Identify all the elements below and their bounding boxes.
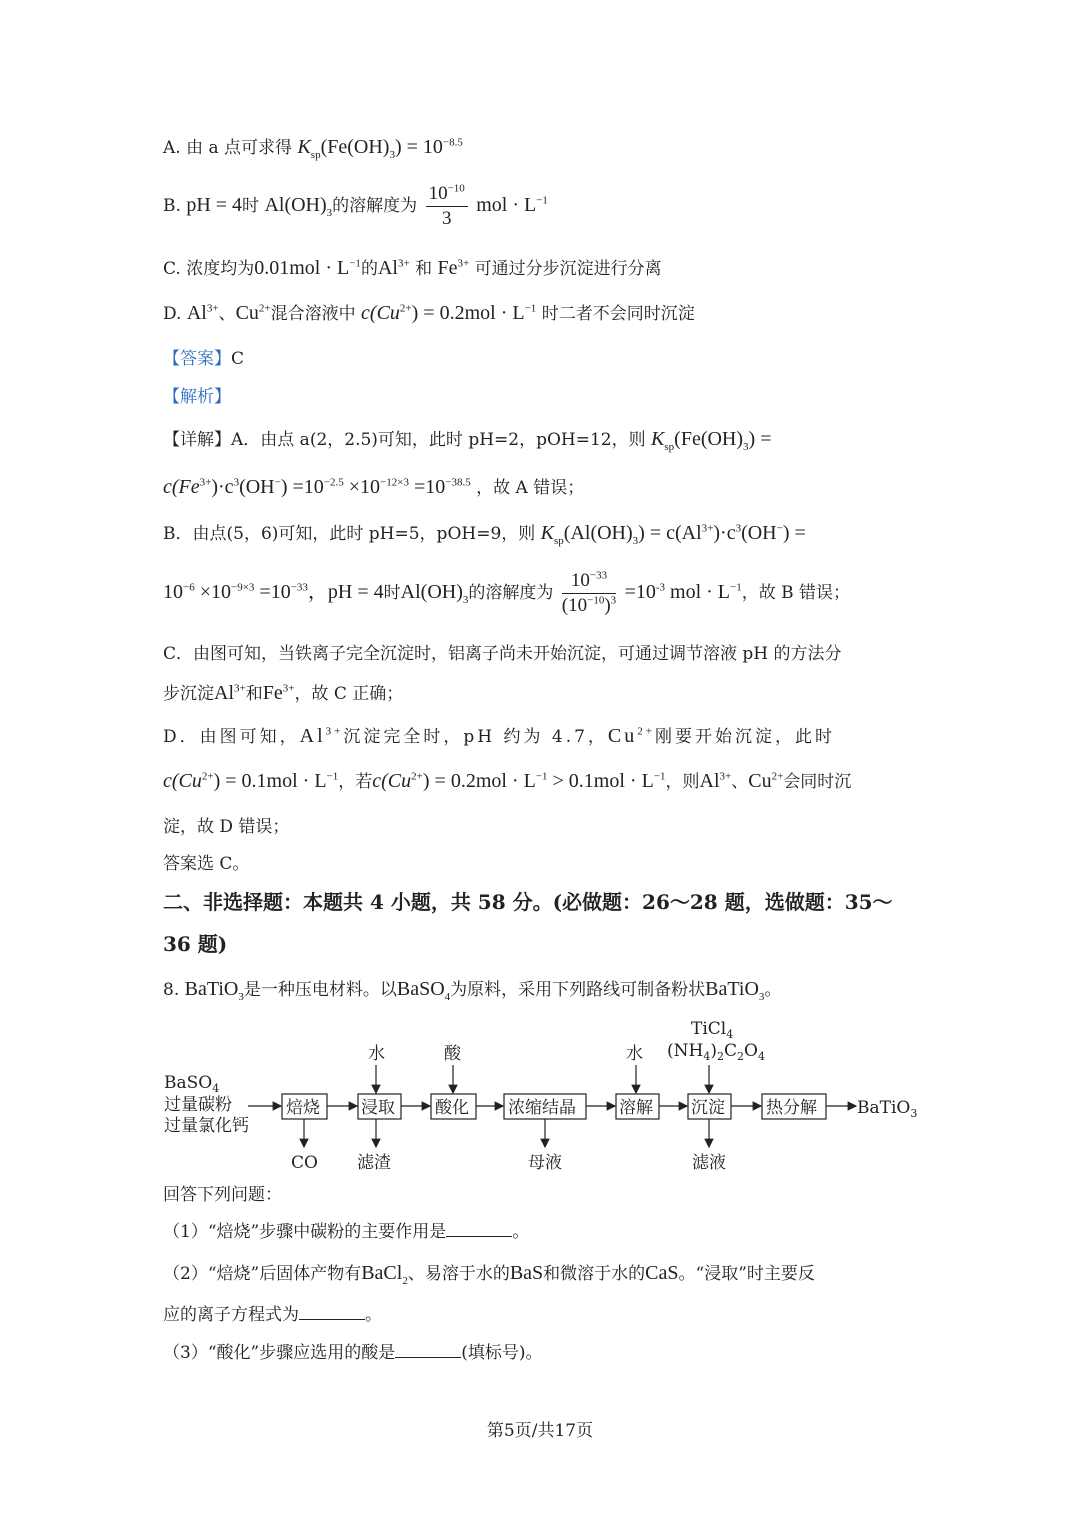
flow-step-acidify-label: 酸化 (435, 1098, 469, 1118)
answer: 【答案】C (163, 349, 245, 369)
fraction: $\frac{10^{-33}}{(10^{-10})^3}$ (561, 569, 617, 616)
flow-output-residue: 滤渣 (357, 1153, 391, 1173)
detail-c-line1: C．由图可知，当铁离子完全沉淀时，铝离子尚未开始沉淀，可通过调节溶液 pH 的方法分 (163, 644, 842, 664)
section-heading-cont: 36 题) (163, 932, 228, 956)
detail-b-line2: $10^{-6} \times 10^{-9\times 3} =10^{-33}$，pH = 4时$Al(OH)_3$的溶解度为 $\frac{10^{-33}}{(10^{-10})^3}$ $=10^{-3}$ mol · $L^{-1}$，故 B 错误； (163, 569, 851, 616)
option-c: C. 浓度均为$0.01mol \cdot L^{-1}$的$Al^{3+}$ 和 $Fe^{3+}$ 可通过分步沉淀进行分离 (163, 257, 662, 279)
detail-a-line1: 【详解】A．由点 a(2，2.5)可知，此时 pH=2，pOH=12，则 $K_{sp}(Fe(OH)_3)$ = (163, 428, 772, 453)
questions-intro: 回答下列问题： (163, 1185, 282, 1205)
flow-step-crystallize-label: 浓缩结晶 (508, 1098, 576, 1118)
section-heading: 二、非选择题：本题共 4 小题，共 58 分。(必做题：26～28 题，选做题：35～ (163, 890, 893, 914)
detail-d-line2: $c(Cu^{2+}) = 0.1mol \cdot L^{-1}$，若$c(Cu^{2+}) = 0.2mol \cdot L^{-1} > 0.1mol \cdot L^{-1}$，则$Al^{3+}$、$Cu^{2+}$会同时沉 (163, 770, 852, 792)
question-8-stem: 8. BaTiO$_3$是一种压电材料。以BaSO$_4$为原料，采用下列路线可制备粉状BaTiO$_3$。 (163, 978, 782, 1003)
detail-a-line2: $c(Fe^{3+})\cdot c^3(OH^-) =10^{-2.5} \times 10^{-12\times 3} =10^{-38.5}$ ，故 A 错误； (163, 476, 585, 498)
option-b: B. pH = 4时 $Al(OH)_3$的溶解度为 $\frac{10^{-10}}{3}$ mol · $L^{-1}$ (163, 182, 548, 229)
question-1: （1）“焙烧”步骤中碳粉的主要作用是 。 (163, 1222, 530, 1242)
answer-blank[interactable] (446, 1220, 512, 1237)
flow-input-baso4: BaSO$_4$ (164, 1073, 220, 1095)
detail-b-line1: B．由点(5，6)可知，此时 pH=5，pOH=9，则 $K_{sp}(Al(OH)_3) = c(Al^{3+})\cdot c^3(OH^-)$ = (163, 522, 806, 547)
detail-d-line1: D．由图可知，$Al^{3+}$沉淀完全时，pH 约为 4.7，$Cu^{2+}$刚要开始沉淀，此时 (163, 725, 835, 747)
flow-step-pyrolysis-label: 热分解 (766, 1098, 817, 1118)
flow-input-water-2: 水 (626, 1044, 643, 1064)
flow-input-ticl4: TiCl$_4$ (691, 1019, 734, 1041)
answer-blank[interactable] (299, 1303, 365, 1320)
option-a: A. 由 a 点可求得 $K_{sp}(Fe(OH)_3) = 10^{-8.5}$ (163, 136, 463, 161)
flow-step-roast-label: 焙烧 (286, 1098, 320, 1118)
flow-input-oxalate: $(NH_4)_2C_2O_4$ (667, 1041, 765, 1063)
flow-input-acid: 酸 (444, 1044, 461, 1064)
question-2-cont: 应的离子方程式为 。 (163, 1305, 382, 1325)
fraction: $\frac{10^{-10}}{3}$ (426, 182, 468, 231)
flow-output-filtrate: 滤液 (692, 1153, 726, 1173)
detail-d-line3: 淀，故 D 错误； (163, 817, 290, 837)
flow-input-cacl2: 过量氯化钙 (164, 1116, 249, 1136)
question-2: （2）“焙烧”后固体产物有BaCl$_2$、易溶于水的BaS和微溶于水的CaS。“浸取”时主要反 (163, 1262, 815, 1287)
detail-c-line2: 步沉淀$Al^{3+}$和$Fe^{3+}$，故 C 正确； (163, 682, 404, 704)
flow-step-dissolve-label: 溶解 (619, 1098, 653, 1118)
process-flow-diagram (160, 1012, 940, 1177)
flow-step-leach-label: 浸取 (361, 1098, 395, 1118)
flow-product: BaTiO$_3$ (857, 1098, 918, 1120)
final-answer: 答案选 C。 (163, 854, 250, 874)
flow-output-mother-liquor: 母液 (528, 1153, 562, 1173)
option-d: D. $Al^{3+}$、$Cu^{2+}$混合溶液中 $c(Cu^{2+}) = 0.2mol \cdot L^{-1}$ 时二者不会同时沉淀 (163, 302, 695, 324)
analysis-tag: 【解析】 (163, 387, 231, 407)
answer-blank[interactable] (395, 1341, 461, 1358)
flow-step-precipitate-label: 沉淀 (691, 1098, 725, 1118)
page-footer: 第5页/共17页 (486, 1421, 594, 1441)
flow-input-carbon: 过量碳粉 (164, 1095, 232, 1115)
flow-output-co: CO (291, 1153, 318, 1173)
question-3: （3）“酸化”步骤应选用的酸是 (填标号)。 (163, 1343, 543, 1363)
flow-input-water-1: 水 (368, 1044, 385, 1064)
